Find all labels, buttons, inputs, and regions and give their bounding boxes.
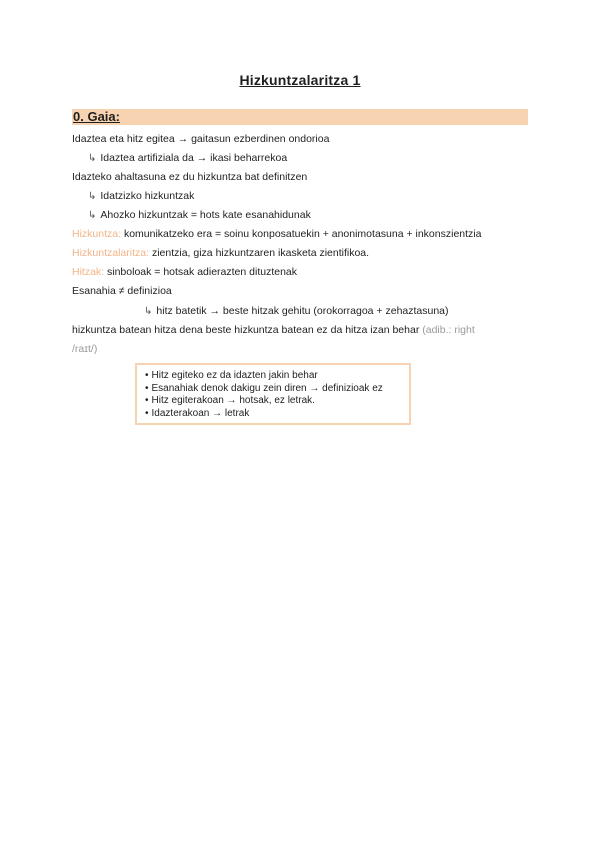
- line-text: hitz batetik → beste hitzak gehitu (orokorragoa + zehaztasuna): [156, 305, 449, 317]
- sub-arrow-icon: ↳: [88, 153, 97, 164]
- summary-text: Hitz egiterakoan → hotsak, ez letrak.: [151, 395, 315, 406]
- sub-line: [88, 209, 311, 222]
- sub-line: [144, 305, 449, 318]
- line-text: Idaztea eta hitz egitea → gaitasun ezberdinen ondorioa: [72, 133, 330, 145]
- line-text: Idatzizko hizkuntzak: [100, 190, 195, 202]
- definition-text: komunikatzeko era = soinu konposatuekin + anonimotasuna + inkonszientzia: [121, 228, 482, 240]
- definition-text: zientzia, giza hizkuntzaren ikasketa zientifikoa.: [149, 247, 370, 259]
- definition-line: [72, 247, 369, 260]
- line-text: Idaztea artifiziala da → ikasi beharrekoa: [100, 152, 288, 164]
- summary-text: Idazterakoan → letrak: [151, 407, 250, 419]
- summary-text: Hitz egiteko ez da idazten jakin behar: [151, 370, 318, 381]
- bullet-icon: •: [145, 407, 149, 419]
- term-label: Hizkuntza:: [72, 228, 122, 240]
- line-text: Esanahia ≠ definizioa: [72, 285, 172, 297]
- bullet-icon: •: [145, 395, 149, 406]
- bullet-icon: •: [145, 370, 149, 381]
- definition-text: sinboloak = hotsak adierazten dituztenak: [104, 266, 298, 278]
- bullet-icon: •: [145, 382, 149, 394]
- text-line: [72, 285, 172, 298]
- example-text: (adib.: right: [422, 324, 475, 336]
- section-heading: 0. Gaia:: [72, 109, 528, 125]
- summary-box: [135, 363, 411, 425]
- term-label: Hitzak:: [72, 266, 105, 278]
- sub-arrow-icon: ↳: [144, 306, 153, 317]
- summary-text: Esanahiak denok dakigu zein diren → definizioak ez: [151, 382, 383, 394]
- example-text: /raɪt/): [72, 343, 98, 355]
- summary-item: [145, 383, 401, 396]
- term-label: Hizkuntzalaritza:: [72, 247, 150, 259]
- text-line: [72, 171, 307, 184]
- text-line: [72, 133, 329, 146]
- definition-line: [72, 228, 481, 241]
- page-title: Hizkuntzalaritza 1: [239, 72, 361, 88]
- sub-line: [88, 190, 194, 203]
- line-text: hizkuntza batean hitza dena beste hizkuntza batean ez da hitza izan behar: [72, 324, 423, 336]
- text-line: [72, 324, 475, 337]
- line-text: Idazteko ahaltasuna ez du hizkuntza bat definitzen: [72, 171, 308, 183]
- line-text: Ahozko hizkuntzak = hots kate esanahidunak: [100, 209, 311, 221]
- summary-item: [145, 395, 401, 408]
- sub-arrow-icon: ↳: [88, 210, 97, 221]
- summary-item: [145, 370, 401, 383]
- summary-item: [145, 408, 401, 421]
- sub-line: [88, 152, 287, 165]
- definition-line: [72, 266, 297, 279]
- sub-arrow-icon: ↳: [88, 191, 97, 202]
- text-line: [72, 343, 97, 356]
